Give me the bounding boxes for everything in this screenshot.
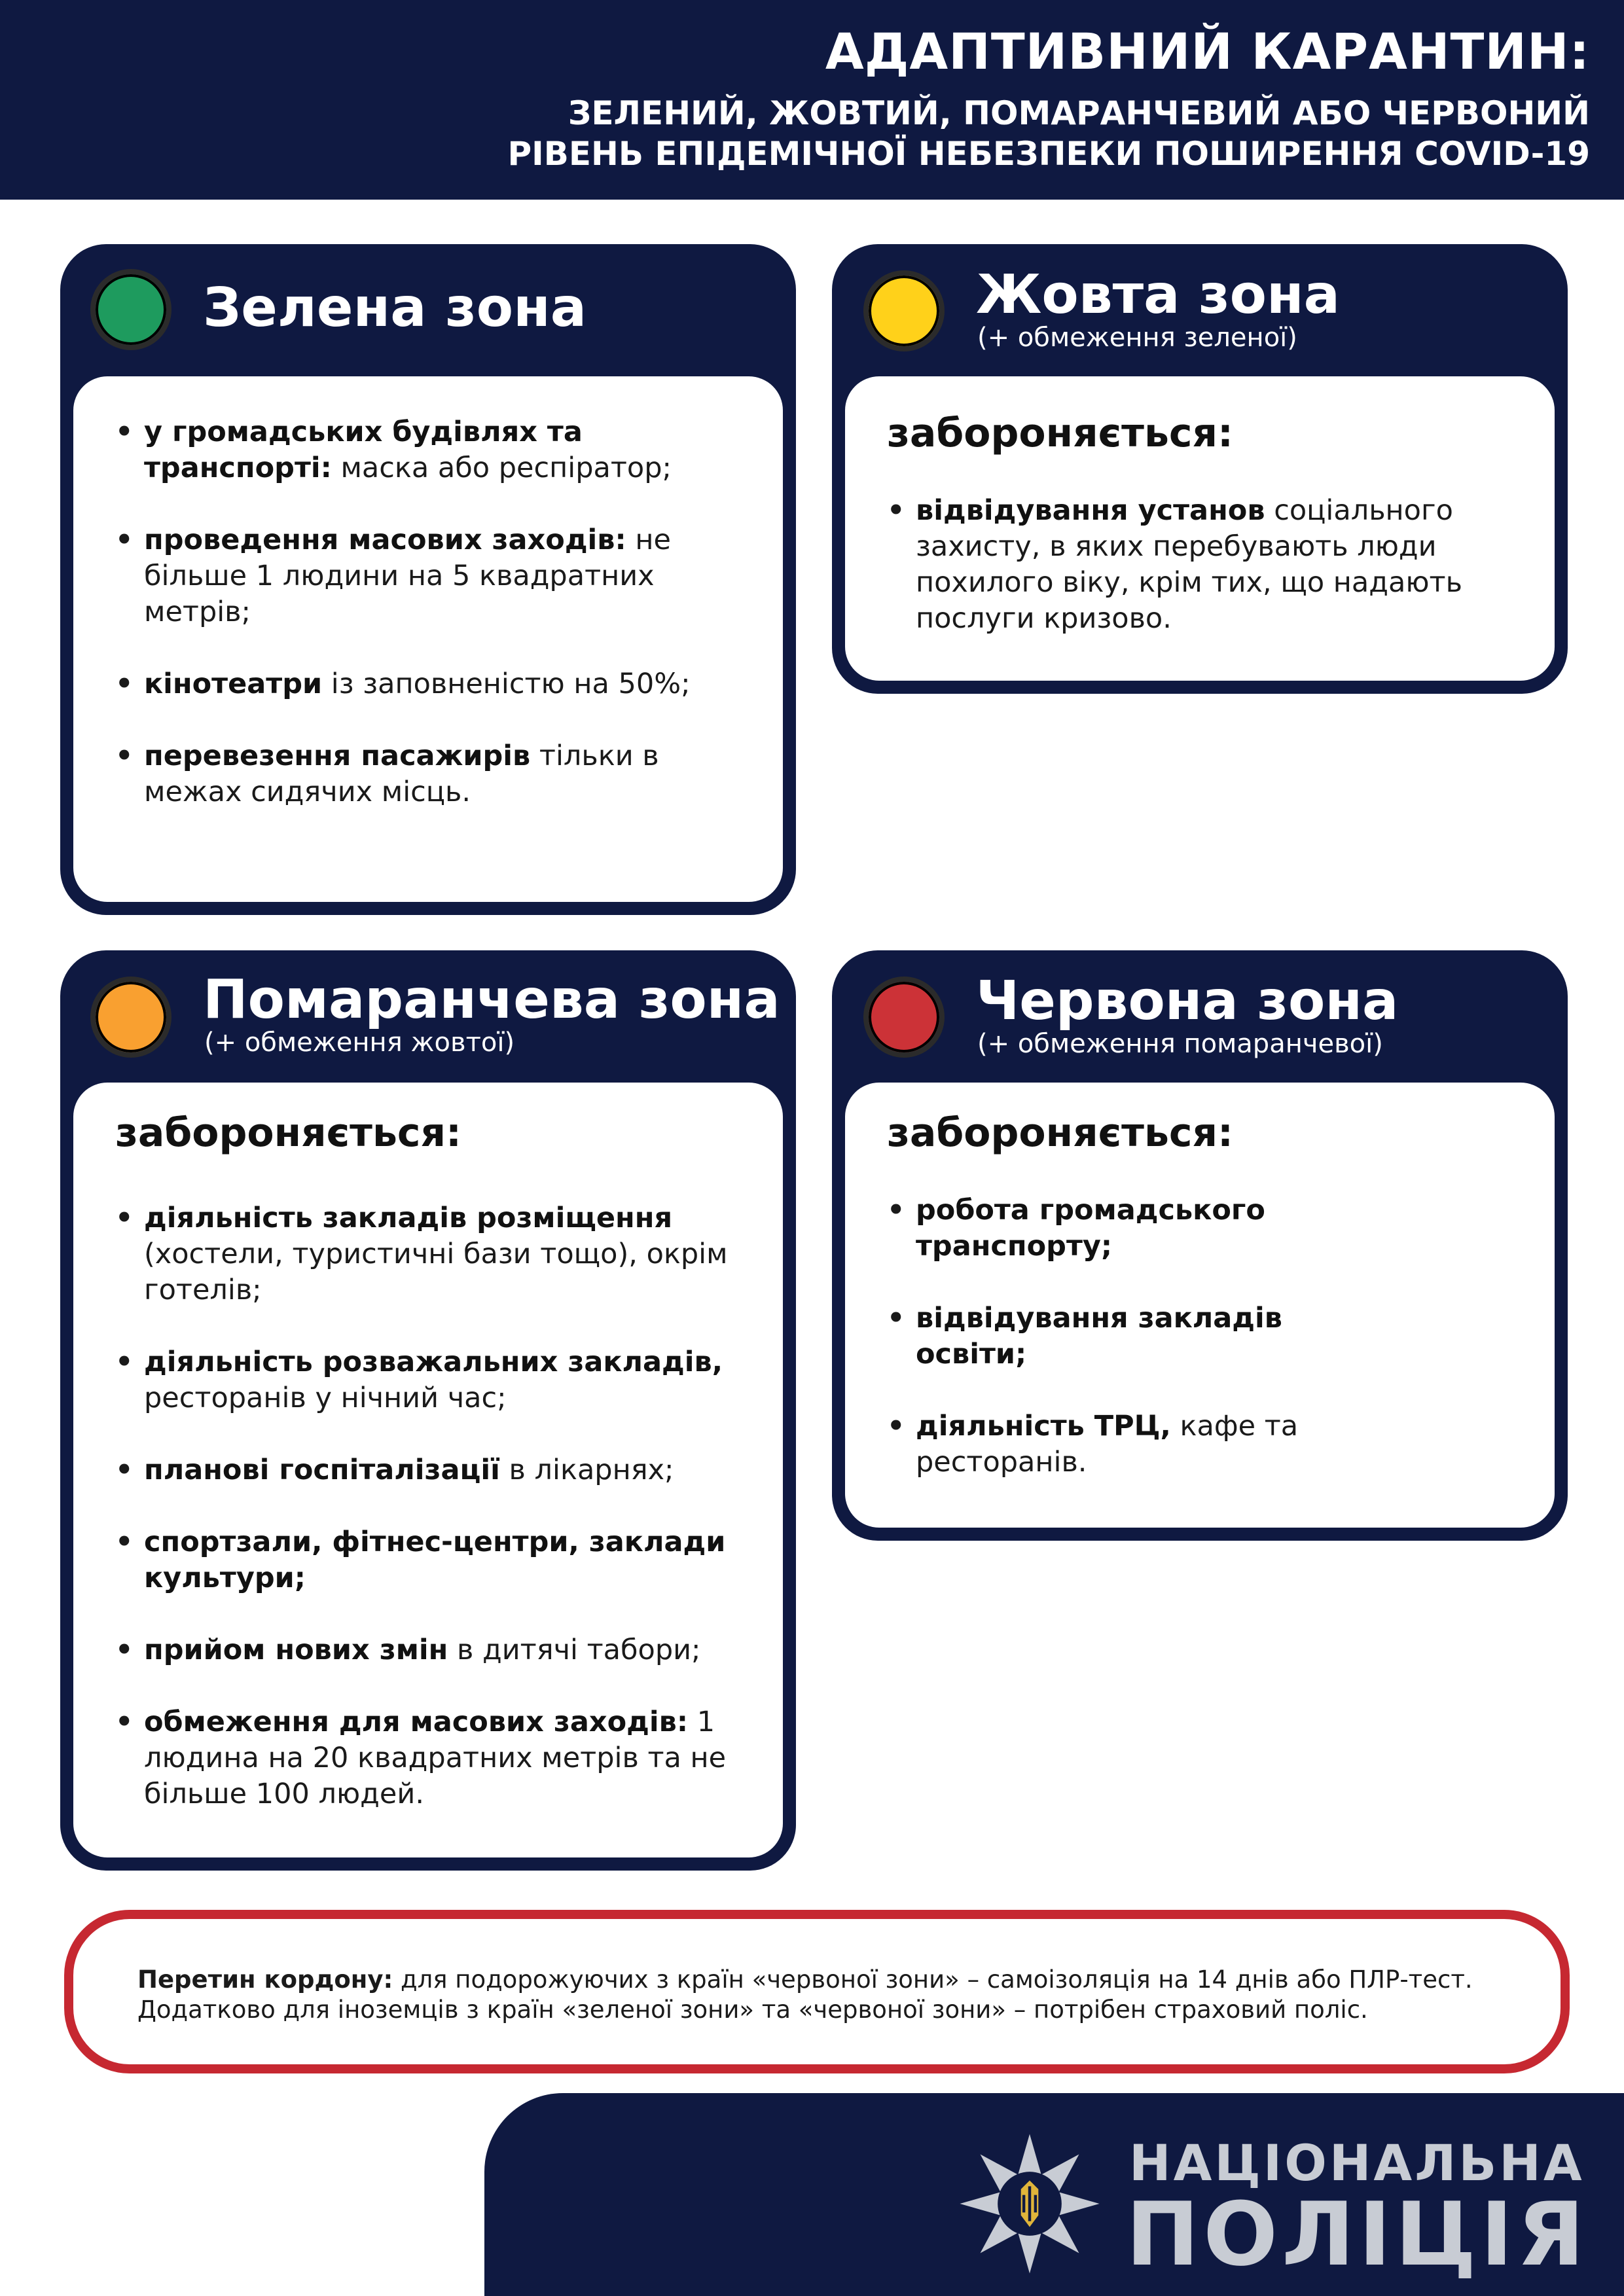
border-crossing-label: Перетин кордону: <box>137 1965 393 1994</box>
green-zone-list <box>115 414 744 846</box>
red-zone-header <box>832 950 1568 1081</box>
page-subtitle <box>508 93 1591 174</box>
list-item: • обмеження для масових заходів: 1 людина на 20 квадратних метрів та не більше 100 людей. <box>115 1704 744 1812</box>
list-item: • діяльність закладів розміщення (хостели, туристичні бази тощо), окрім готелів; <box>115 1200 744 1308</box>
orange-zone-card <box>60 950 796 1871</box>
list-item: • відвідування закладів освіти; <box>887 1300 1319 1372</box>
list-item: • планові госпіталізації в лікарнях; <box>115 1452 744 1488</box>
list-item: • проведення масових заходів: не більше 1 людини на 5 квадратних метрів; <box>115 522 744 630</box>
list-item: • кінотеатри із заповненістю на 50%; <box>115 666 744 702</box>
yellow-zone-header <box>832 244 1568 375</box>
orange-zone-subtitle: (+ обмеження жовтої) <box>204 1028 515 1058</box>
police-star-emblem-icon <box>957 2131 1102 2276</box>
subtitle-line-1: ЗЕЛЕНИЙ, ЖОВТИЙ, ПОМАРАНЧЕВИЙ АБО ЧЕРВОНИЙ <box>568 94 1590 132</box>
orange-zone-body <box>73 1083 783 1857</box>
green-zone-header <box>60 244 796 375</box>
yellow-zone-card <box>832 244 1568 694</box>
list-item: • робота громадського транспорту; <box>887 1193 1319 1265</box>
border-crossing-box <box>64 1910 1570 2073</box>
yellow-light-icon <box>863 270 945 351</box>
subtitle-line-2: РІВЕНЬ ЕПІДЕМІЧНОЇ НЕБЕЗПЕКИ ПОШИРЕННЯ COVID-19 <box>507 135 1590 173</box>
border-crossing-text <box>137 1965 1473 2025</box>
orange-light-icon <box>90 977 171 1058</box>
red-forbidden-heading: забороняється: <box>887 1110 1233 1156</box>
green-zone-card <box>60 244 796 915</box>
red-zone-list <box>887 1193 1319 1516</box>
page-title: АДАПТИВНИЙ КАРАНТИН: <box>825 22 1590 81</box>
red-zone-subtitle: (+ обмеження помаранчевої) <box>977 1029 1383 1059</box>
yellow-zone-subtitle: (+ обмеження зеленої) <box>977 323 1297 353</box>
orange-forbidden-heading: забороняється: <box>115 1110 461 1156</box>
footer-banner <box>484 2093 1624 2296</box>
red-zone-title: Червона зона <box>976 970 1399 1032</box>
orange-zone-header <box>60 950 796 1081</box>
yellow-zone-body <box>845 376 1555 681</box>
list-item: • перевезення пасажирів тільки в межах сидячих місць. <box>115 738 744 810</box>
list-item: • відвідування установ соціального захисту, в яких перебувають люди похилого віку, крім тих, що надають послуги кризово. <box>887 493 1489 637</box>
orange-zone-title: Помаранчева зона <box>203 969 780 1031</box>
yellow-forbidden-heading: забороняється: <box>887 410 1233 456</box>
list-item: • прийом нових змін в дитячі табори; <box>115 1632 744 1668</box>
red-zone-card <box>832 950 1568 1541</box>
list-item: • у громадських будівлях та транспорті: маска або респіратор; <box>115 414 744 486</box>
list-item: • діяльність розважальних закладів, ресторанів у нічний час; <box>115 1344 744 1416</box>
list-item: • спортзали, фітнес-центри, заклади культури; <box>115 1524 744 1596</box>
red-zone-body <box>845 1083 1555 1528</box>
page-header <box>0 0 1624 200</box>
border-crossing-line-2: Додатково для іноземців з країн «зеленої зони» та «червоної зони» – потрібен страховий поліс. <box>137 1996 1368 2024</box>
yellow-zone-list <box>887 493 1489 673</box>
red-light-icon <box>863 977 945 1058</box>
footer-line-2: ПОЛІЦІЯ <box>1126 2183 1589 2286</box>
yellow-zone-title: Жовта зона <box>976 264 1340 326</box>
green-zone-body <box>73 376 783 902</box>
border-crossing-line-1: Перетин кордону: для подорожуючих з країн «червоної зони» – самоізоляція на 14 днів або ПЛР-тест. <box>137 1965 1473 1994</box>
green-light-icon <box>90 269 171 350</box>
orange-zone-list <box>115 1200 744 1848</box>
list-item: • діяльність ТРЦ, кафе та ресторанів. <box>887 1408 1319 1480</box>
green-zone-title: Зелена зона <box>203 277 587 339</box>
footer-line-1: НАЦІОНАЛЬНА <box>1129 2134 1585 2192</box>
